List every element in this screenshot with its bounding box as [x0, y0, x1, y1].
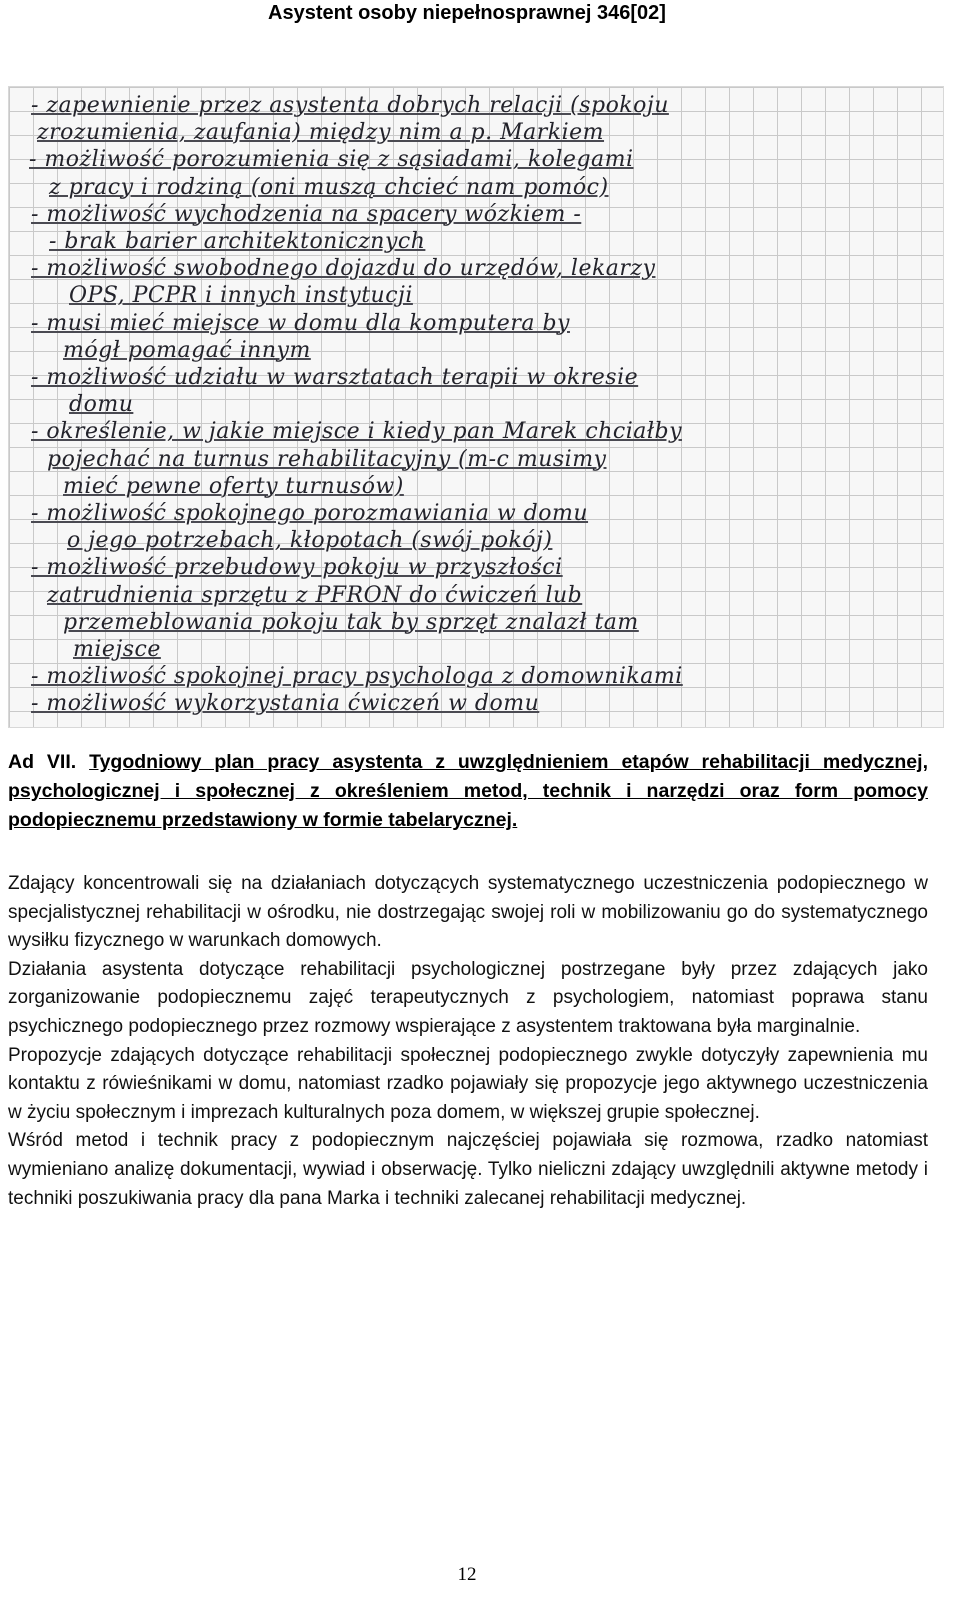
- handwritten-line: - możliwość spokojnej pracy psychologa z domownikami: [31, 664, 683, 690]
- handwritten-line: mógł pomagać innym: [63, 337, 311, 363]
- handwritten-line: - możliwość porozumienia się z sąsiadami, kolegami: [29, 147, 634, 173]
- handwritten-line: - możliwość przebudowy pokoju w przyszłości: [31, 555, 563, 581]
- handwritten-line: - brak barier architektonicznych: [49, 229, 426, 254]
- handwritten-line: - możliwość spokojnego porozmawiania w domu: [31, 501, 589, 526]
- handwritten-line: przemeblowania pokoju tak by sprzęt znalazł tam: [63, 609, 639, 635]
- section-heading: [8, 748, 928, 835]
- section-heading-text: Tygodniowy plan pracy asystenta z uwzględnieniem etapów rehabilitacji medycznej, psychologicznej i społecznej z określeniem metod, technik i narzędzi oraz form pomocy podopiecznemu przedstawiony w formie tabelarycznej.: [8, 751, 928, 831]
- handwritten-line: zrozumienia, zaufania) między nim a p. Markiem: [37, 120, 605, 146]
- handwritten-line: - określenie, w jakie miejsce i kiedy pan Marek chciałby: [31, 419, 682, 445]
- handwritten-line: o jego potrzebach, kłopotach (swój pokój): [67, 528, 553, 554]
- handwritten-line: - możliwość wykorzystania ćwiczeń w domu: [31, 691, 540, 717]
- handwritten-line: zatrudnienia sprzętu z PFRON do ćwiczeń lub: [47, 582, 583, 608]
- handwritten-line: mieć pewne oferty turnusów): [63, 473, 404, 499]
- paragraph: Propozycje zdających dotyczące rehabilitacji społecznej podopiecznego zwykle dotyczyły zapewnienia mu kontaktu z rówieśnikami w domu, natomiast rzadko pojawiały się propozycje jego aktywnego uczestniczenia w życiu społecznym i imprezach kulturalnych poza domem, w większej grupie społecznej.: [8, 1044, 928, 1123]
- handwritten-notes-scan: [8, 86, 944, 728]
- handwritten-line: - musi mieć miejsce w domu dla komputera by: [31, 310, 570, 336]
- handwritten-line: - możliwość wychodzenia na spacery wózkiem -: [31, 201, 582, 227]
- paragraph: Zdający koncentrowali się na działaniach dotyczących systematycznego uczestniczenia podopiecznego w specjalistycznej rehabilitacji w ośrodku, nie dostrzegając swojej roli w mobilizowaniu go do systematycznego wysiłku fizycznego w warunkach domowych.: [8, 873, 928, 952]
- handwritten-line: z pracy i rodziną (oni muszą chcieć nam pomóc): [49, 174, 609, 200]
- handwritten-line: miejsce: [73, 637, 161, 662]
- handwritten-line: domu: [69, 392, 134, 418]
- handwritten-line: - zapewnienie przez asystenta dobrych relacji (spokoju: [31, 93, 669, 118]
- section-prefix: Ad VII.: [8, 751, 77, 773]
- body-text: [8, 870, 928, 1213]
- page-header: Asystent osoby niepełnosprawnej 346[02]: [268, 2, 666, 24]
- page-number: 12: [457, 1564, 477, 1585]
- handwritten-line: pojechać na turnus rehabilitacyjny (m-c musimy: [47, 446, 607, 472]
- handwritten-line: OPS, PCPR i innych instytucji: [69, 283, 413, 309]
- handwritten-line: - możliwość udziału w warsztatach terapii w okresie: [31, 365, 639, 390]
- paragraph: Działania asystenta dotyczące rehabilitacji psychologicznej postrzegane były przez zdających jako zorganizowanie podopiecznemu zajęć terapeutycznych z psychologiem, natomiast poprawa stanu psychicznego podopiecznego przez rozmowy wspierające z asystentem traktowana była marginalnie.: [8, 958, 928, 1037]
- handwritten-line: - możliwość swobodnego dojazdu do urzędów, lekarzy: [31, 256, 656, 282]
- paragraph: Wśród metod i technik pracy z podopiecznym najczęściej pojawiała się rozmowa, rzadko natomiast wymieniano analizę dokumentacji, wywiad i obserwację. Tylko nieliczni zdający uwzględnili aktywne metody i techniki poszukiwania pracy dla pana Marka i techniki zalecanej rehabilitacji medycznej.: [8, 1130, 928, 1209]
